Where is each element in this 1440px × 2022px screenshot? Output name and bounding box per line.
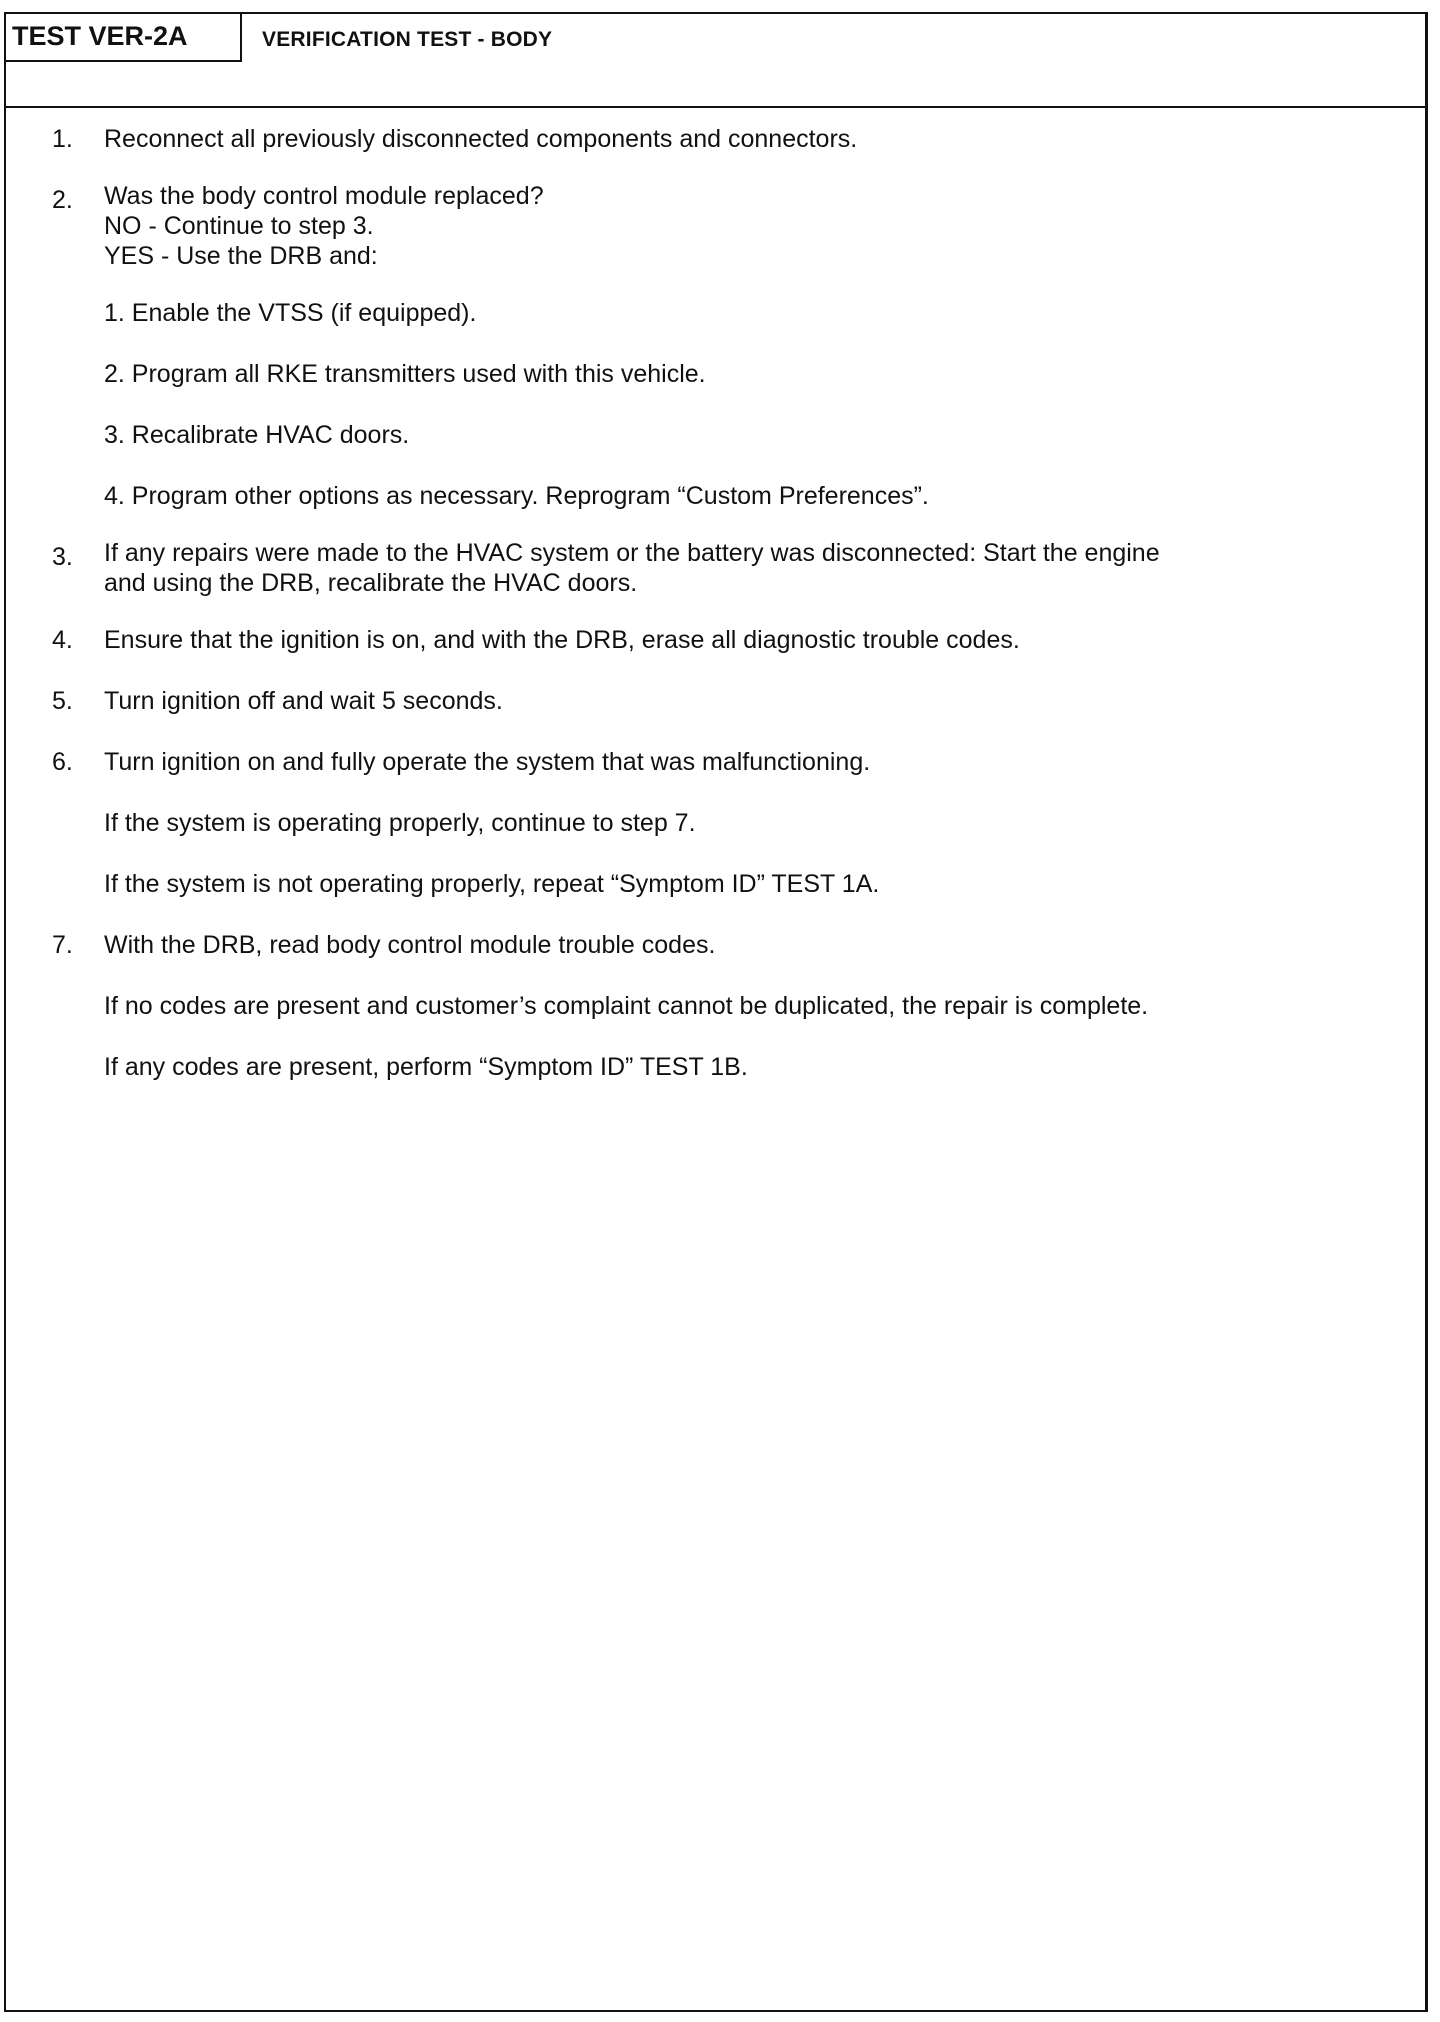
substep: 3. Recalibrate HVAC doors. (104, 421, 410, 449)
step-number: 3. (52, 543, 73, 571)
step-text: Reconnect all previously disconnected components and connectors. (104, 125, 858, 153)
step-text: YES - Use the DRB and: (104, 242, 378, 270)
step-6 (52, 743, 1402, 903)
step-paragraph: If any codes are present, perform “Symptom ID” TEST 1B. (104, 1053, 748, 1081)
step-number: 6. (52, 748, 73, 776)
step-text: Ensure that the ignition is on, and with the DRB, erase all diagnostic trouble codes. (104, 626, 1020, 654)
step-number: 2. (52, 186, 73, 214)
step-text: Turn ignition off and wait 5 seconds. (104, 687, 503, 715)
step-text: If any repairs were made to the HVAC system or the battery was disconnected: Start the engine (104, 539, 1160, 567)
substeps (104, 294, 1402, 515)
step-3 (52, 538, 1402, 598)
step-4 (52, 621, 1402, 659)
substep: 2. Program all RKE transmitters used with this vehicle. (104, 360, 706, 388)
substep: 4. Program other options as necessary. Reprogram “Custom Preferences”. (104, 482, 929, 510)
step-text: With the DRB, read body control module trouble codes. (104, 931, 716, 959)
step-text: NO - Continue to step 3. (104, 212, 374, 240)
substep: 1. Enable the VTSS (if equipped). (104, 299, 477, 327)
step-text: Was the body control module replaced? (104, 182, 544, 210)
step-7 (52, 926, 1402, 1086)
steps-list (52, 120, 1402, 1109)
step-number: 4. (52, 626, 73, 654)
header (6, 14, 1425, 108)
step-text: and using the DRB, recalibrate the HVAC doors. (104, 569, 638, 597)
step-paragraph: If the system is operating properly, continue to step 7. (104, 809, 696, 837)
test-title: VERIFICATION TEST - BODY (262, 28, 553, 51)
test-id: TEST VER-2A (6, 14, 242, 62)
step-5 (52, 682, 1402, 720)
step-paragraph: If no codes are present and customer’s complaint cannot be duplicated, the repair is complete. (104, 992, 1149, 1020)
step-paragraph: If the system is not operating properly, repeat “Symptom ID” TEST 1A. (104, 870, 880, 898)
step-1 (52, 120, 1402, 158)
step-number: 7. (52, 931, 73, 959)
step-number: 1. (52, 125, 73, 153)
step-number: 5. (52, 687, 73, 715)
step-text: Turn ignition on and fully operate the system that was malfunctioning. (104, 748, 871, 776)
step-2 (52, 181, 1402, 515)
